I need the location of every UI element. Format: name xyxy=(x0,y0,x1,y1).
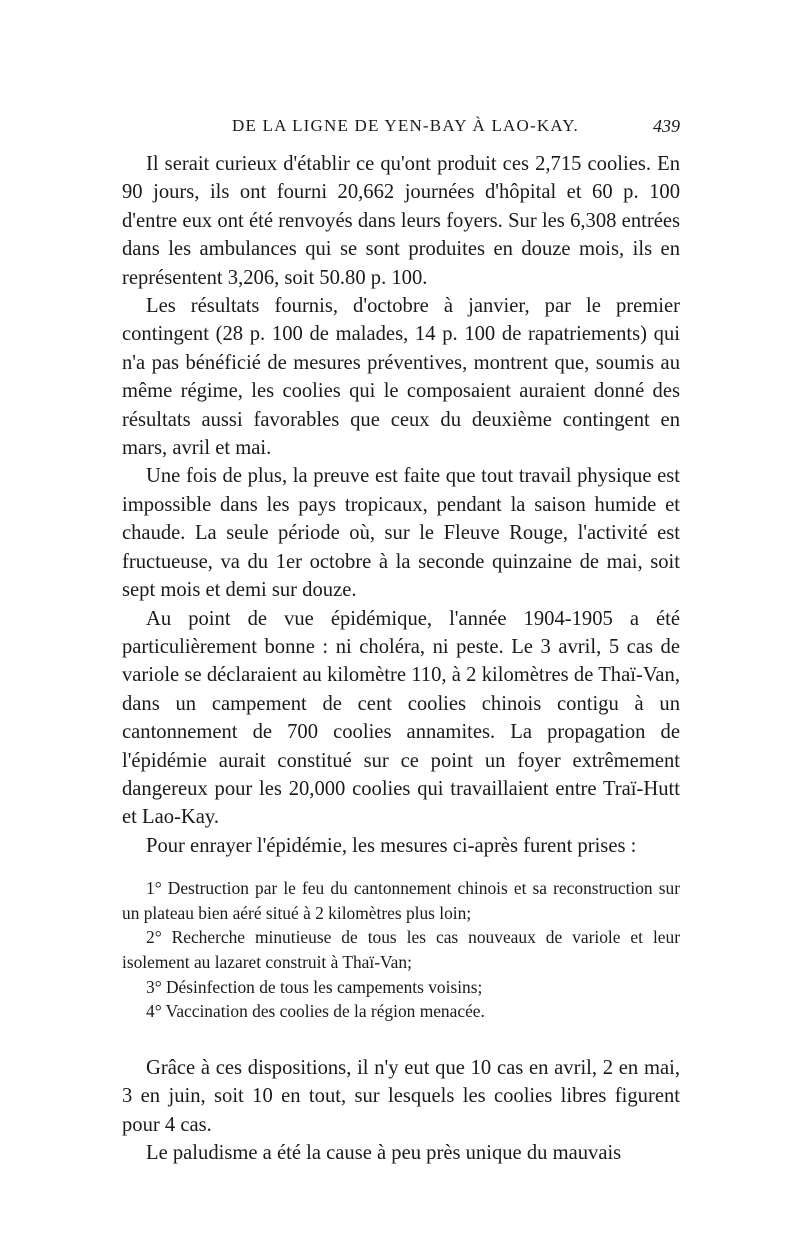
paragraph-first-contingent: Les résultats fournis, d'octobre à janvier, par le premier contingent (28 p. 100 de malades, 14 p. 100 de rapatriements) qui n'a pas bénéficié de mesures préventives, montrent que, soumis au même régime, les coolies qui le composaient auraient donné des résultats aussi favorables que ceux du deuxième contingent en mars, avril et mai. xyxy=(122,295,680,460)
paragraph-measures-intro: Pour enrayer l'épidémie, les mesures ci-après furent prises : xyxy=(146,834,637,857)
list-item: 4° Vaccination des coolies de la région menacée. xyxy=(146,1001,485,1022)
paragraph-paludism: Le paludisme a été la cause à peu près unique du mauvais xyxy=(146,1141,622,1164)
measures-list xyxy=(122,876,680,1024)
page-number: 439 xyxy=(653,116,680,136)
section-gap xyxy=(122,1040,680,1054)
paragraph-tropical-work: Une fois de plus, la preuve est faite que tout travail physique est impossible dans les pays tropicaux, pendant la saison humide et chaude. La seule période où, sur le Fleuve Rouge, l'activité est fructueuse, va du 1er octobre à la seconde quinzaine de mai, soit sept mois et demi sur douze. xyxy=(122,465,680,602)
running-header xyxy=(122,116,680,140)
paragraph-coolies-results: Il serait curieux d'établir ce qu'ont produit ces 2,715 coolies. En 90 jours, ils ont fourni 20,662 journées d'hôpital et 60 p. 100 d'entre eux ont été renvoyés dans leurs foyers. Sur les 6,308 entrées dans les ambulances qui se sont produites en douze mois, ils en représentent 3,206, soit 50.80 p. 100. xyxy=(122,153,680,289)
list-item: 2° Recherche minutieuse de tous les cas nouveaux de variole et leur isolement au lazaret construit à Thaï-Van; xyxy=(122,927,680,972)
paragraph-epidemic: Au point de vue épidémique, l'année 1904-1905 a été particulièrement bonne : ni choléra, ni peste. Le 3 avril, 5 cas de variole se déclaraient au kilomètre 110, à 2 kilomètres de Thaï-Van, dans un campement de cent coolies chinois contigu à un cantonnement de 700 coolies annamites. La propagation de l'épidémie aurait constitué sur ce point un foyer extrêmement dangereux pour les 20,000 coolies qui travaillaient entre Traï-Hutt et Lao-Kay. xyxy=(122,607,680,829)
body-text xyxy=(122,150,680,1167)
list-item: 3° Désinfection de tous les campements voisins; xyxy=(146,976,483,997)
running-title: DE LA LIGNE DE YEN-BAY À LAO-KAY. xyxy=(232,116,580,135)
list-item: 1° Destruction par le feu du cantonnement chinois et sa reconstruction sur un plateau bien aéré situé à 2 kilomètres plus loin; xyxy=(122,878,680,923)
paragraph-results: Grâce à ces dispositions, il n'y eut que 10 cas en avril, 2 en mai, 3 en juin, soit 10 en tout, sur lesquels les coolies libres figurent pour 4 cas. xyxy=(122,1056,680,1136)
